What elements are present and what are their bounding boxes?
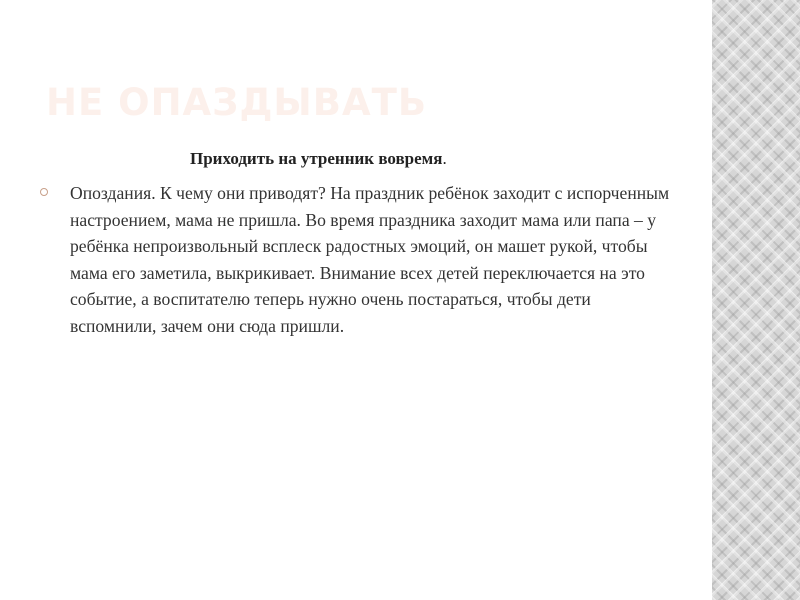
slide-subtitle [190, 148, 590, 170]
side-decorative-pattern [712, 0, 800, 600]
bullet-text: Опоздания. К чему они приводят? На праздник ребёнок заходит с испорченным настроением, мама не пришла. Во время праздника заходит мама или папа – у ребёнка непроизвольный всплеск радостных эмоций, он машет рукой, чтобы мама его заметила, выкрикивает. Внимание всех детей переключается на это событие, а воспитателю теперь нужно очень постараться, чтобы дети вспомнили, зачем они сюда пришли. [70, 183, 670, 336]
subtitle-tail-text: . [442, 149, 447, 168]
slide-title: НЕ ОПАЗДЫВАТЬ [46, 81, 428, 124]
subtitle-bold-text: Приходить на утренник вовремя [190, 149, 443, 168]
ring-bullet-icon [40, 188, 48, 196]
